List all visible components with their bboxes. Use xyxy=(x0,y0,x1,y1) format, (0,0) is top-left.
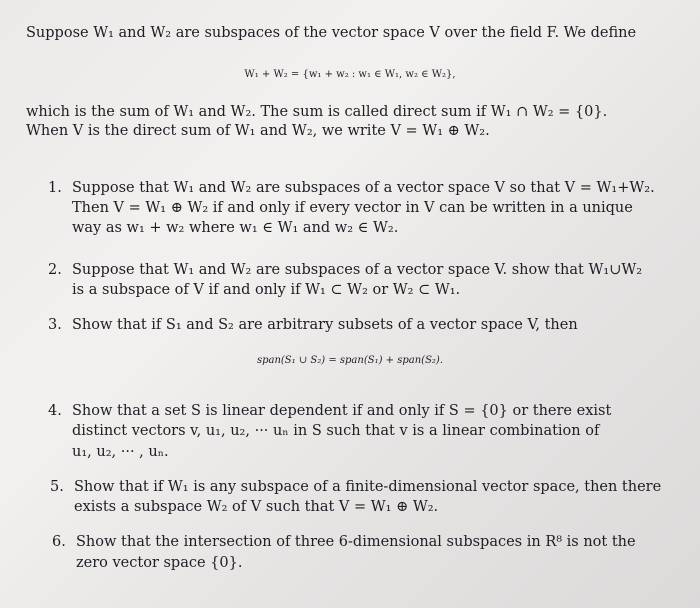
intro-line-1: Suppose W₁ and W₂ are subspaces of the vector space V over the field F. We define xyxy=(26,25,637,41)
intro-line-2: which is the sum of W₁ and W₂. The sum is called direct sum if W₁ ∩ W₂ = {0}. xyxy=(26,104,608,120)
problem-1-line-2: Then V = W₁ ⊕ W₂ if and only if every vector in V can be written in a unique xyxy=(72,200,633,216)
span-formula: span(S₁ ∪ S₂) = span(S₁) + span(S₂). xyxy=(256,355,444,366)
problem-5-number: 5. xyxy=(50,479,64,495)
problem-6-line-2: zero vector space {0}. xyxy=(76,555,243,571)
problem-2-line-1: Suppose that W₁ and W₂ are subspaces of a vector space V. show that W₁∪W₂ xyxy=(72,262,643,278)
problem-4-line-3: u₁, u₂, ··· , uₙ. xyxy=(72,444,169,460)
problem-2-number: 2. xyxy=(48,262,62,278)
problem-1-line-3: way as w₁ + w₂ where w₁ ∈ W₁ and w₂ ∈ W₂. xyxy=(72,220,399,236)
problem-4-line-2: distinct vectors v, u₁, u₂, ··· uₙ in S such that v is a linear combination of xyxy=(72,423,600,439)
problem-4-number: 4. xyxy=(48,403,62,419)
problem-6-line-1: Show that the intersection of three 6-dimensional subspaces in R⁸ is not the xyxy=(76,534,636,550)
problem-3-line-1: Show that if S₁ and S₂ are arbitrary subsets of a vector space V, then xyxy=(72,317,578,333)
sum-definition-formula: W₁ + W₂ = {w₁ + w₂ : w₁ ∈ W₁, w₂ ∈ W₂}, xyxy=(244,69,456,80)
problem-1-number: 1. xyxy=(48,180,62,196)
problem-5-line-2: exists a subspace W₂ of V such that V = W₁ ⊕ W₂. xyxy=(74,499,439,515)
problem-5-line-1: Show that if W₁ is any subspace of a finite-dimensional vector space, then there xyxy=(74,479,662,495)
problem-4-line-1: Show that a set S is linear dependent if and only if S = {0} or there exist xyxy=(72,403,612,419)
problem-6-number: 6. xyxy=(52,534,66,550)
problem-2-line-2: is a subspace of V if and only if W₁ ⊂ W₂ or W₂ ⊂ W₁. xyxy=(72,282,461,298)
intro-line-3: When V is the direct sum of W₁ and W₂, we write V = W₁ ⊕ W₂. xyxy=(26,123,490,139)
problem-1-line-1: Suppose that W₁ and W₂ are subspaces of a vector space V so that V = W₁+W₂. xyxy=(72,180,655,196)
problem-3-number: 3. xyxy=(48,317,62,333)
